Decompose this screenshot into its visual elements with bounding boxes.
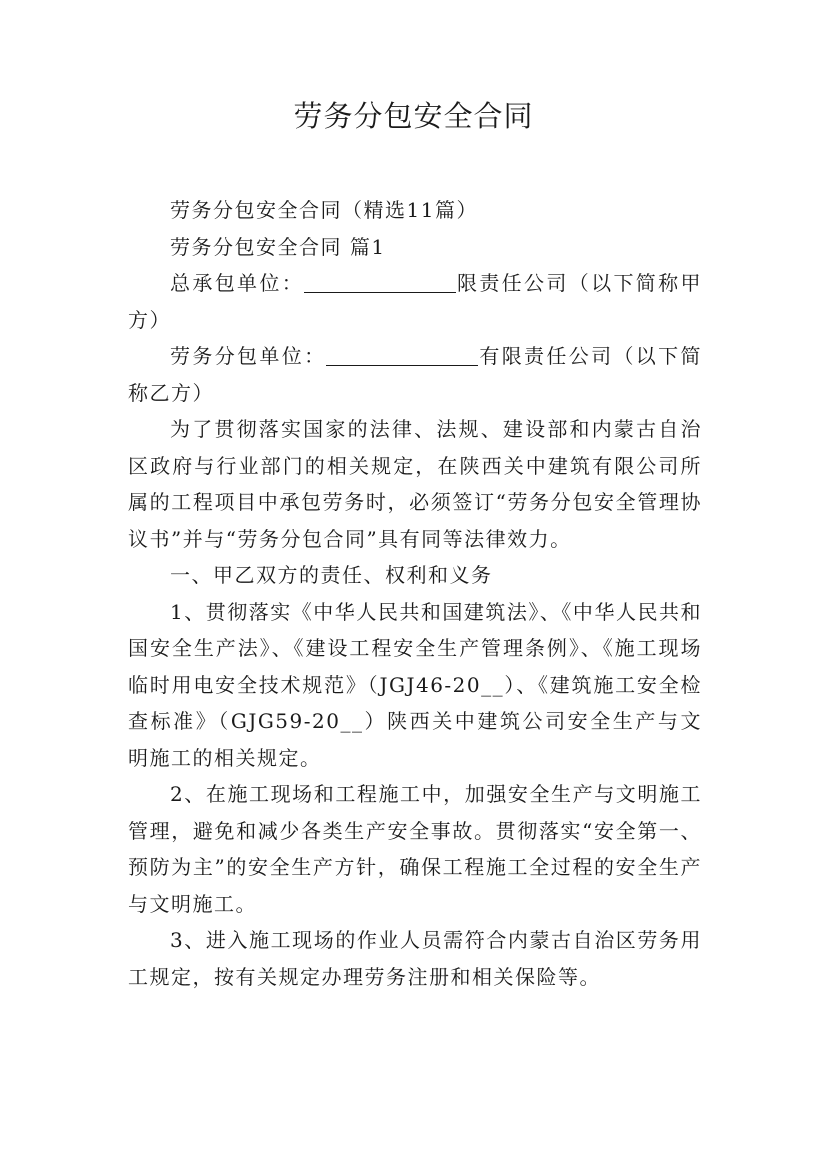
paragraph-item-2: 2、在施工现场和工程施工中，加强安全生产与文明施工管理，避免和减少各类生产安全事故。贯彻落实“安全第一、预防为主”的安全生产方针，确保工程施工全过程的安全生产与文明施工。 [128,782,702,916]
paragraph-chapter-one: 一、甲乙双方的责任、权利和义务 [170,563,493,587]
paragraph-item-1: 1、贯彻落实《中华人民共和国建筑法》、《中华人民共和国安全生产法》、《建设工程安全生产管理条例》、《施工现场临时用电安全技术规范》（JGJ46-20__）、《建筑施工安全检查标准》（GJG59-20__）陕西关中建筑公司安全生产与文明施工的相关规定。 [128,599,702,770]
paragraph-purpose: 为了贯彻落实国家的法律、法规、建设部和内蒙古自治区政府与行业部门的相关规定，在陕西关中建筑有限公司所属的工程项目中承包劳务时，必须签订“劳务分包安全管理协议书”并与“劳务分包合同”具有同等法律效力。 [128,417,702,551]
document-body [128,192,702,995]
subcontractor-suffix: 有限责任公司（以下简称乙方） [128,344,703,405]
general-contractor-suffix: 限责任公司（以下简称甲方） [128,271,703,332]
paragraph-general-contractor [128,265,702,338]
paragraph-item-3: 3、进入施工现场的作业人员需符合内蒙古自治区劳务用工规定，按有关规定办理劳务注册和相关保险等。 [128,928,702,989]
paragraph-subcontractor [128,338,702,411]
paragraph-subtitle: 劳务分包安全合同（精选11篇） [170,198,478,222]
document-title: 劳务分包安全合同 [293,99,534,133]
subcontractor-label: 劳务分包单位： [170,344,327,368]
paragraph-section-heading: 劳务分包安全合同 篇1 [170,234,386,259]
subcontractor-blank [326,345,478,366]
general-contractor-blank [304,272,456,293]
general-contractor-label: 总承包单位： [170,271,305,295]
